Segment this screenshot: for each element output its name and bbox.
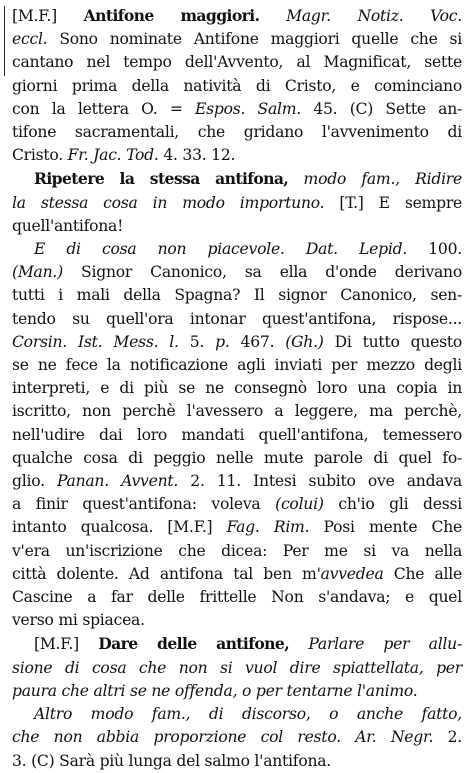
italic-text: sione di cosa che non si vuol dire spiattellata, per	[12, 658, 462, 677]
text-segment: 467.	[229, 332, 286, 351]
italic-text: (Gh.)	[285, 332, 324, 351]
text-line	[12, 632, 462, 656]
text-segment: ch'io gli dessi	[323, 495, 462, 514]
text-segment: 4. 33. 12.	[158, 146, 236, 165]
text-segment	[288, 170, 303, 188]
text-segment: qualche cosa di peggio nelle mute parole di quel fo-	[12, 448, 462, 467]
text-line	[12, 657, 462, 680]
text-segment: quell'antifona!	[12, 216, 124, 235]
dictionary-entry	[12, 632, 462, 703]
text-line	[12, 470, 462, 493]
text-segment: 45. (C) Sette an-	[301, 99, 463, 118]
margin-rule	[4, 6, 5, 76]
text-segment: intanto qualcosa. [M.F.]	[12, 518, 227, 537]
headword: Dare delle antifone,	[98, 634, 290, 654]
text-segment	[285, 240, 306, 258]
headword: Ripetere la stessa antifona,	[34, 169, 289, 189]
text-line	[12, 284, 462, 307]
text-line	[12, 609, 462, 632]
italic-text: avvedea	[320, 564, 384, 583]
italic-text: (Man.)	[12, 263, 63, 282]
text-line	[12, 377, 462, 400]
dictionary-entry	[12, 4, 462, 167]
italic-text: E di cosa non piacevole.	[34, 240, 285, 259]
dictionary-entry	[12, 167, 462, 238]
text-line	[12, 4, 462, 28]
text-line	[12, 726, 462, 749]
text-segment: verso mi spiacea.	[12, 611, 145, 630]
text-line	[12, 354, 462, 377]
text-line	[12, 516, 462, 539]
text-line	[12, 167, 462, 191]
dictionary-entry	[12, 238, 462, 632]
text-segment: 3. (C) Sarà più lunga del salmo l'antifona.	[12, 751, 332, 770]
text-segment	[289, 635, 308, 653]
text-segment: interpreti, e di più se ne consegnò loro una copia in	[12, 379, 462, 398]
italic-text: Panan. Avvent.	[56, 472, 179, 491]
text-segment: iscritto, non perchè l'avessero a leggere, ma perchè,	[12, 402, 462, 421]
text-segment: Cascine a far delle frittelle Non s'andava; e quel	[12, 588, 462, 607]
text-line	[12, 493, 462, 516]
text-segment: tutti i mali della Spagna? Il signor Canonico, sen-	[12, 286, 462, 305]
italic-text: la stessa cosa in modo importuno.	[12, 193, 325, 212]
italic-text: Altro modo fam., di discorso, o anche fatto,	[34, 705, 462, 724]
text-line	[12, 51, 462, 74]
text-segment: [T.] E sempre	[324, 193, 463, 212]
text-segment: con la lettera O. =	[12, 99, 195, 118]
italic-text: Parlare per allu-	[308, 635, 462, 654]
italic-text: Espos. Salm.	[194, 99, 301, 118]
text-segment: cantano nel tempo dell'Avvento, al Magnificat, sette	[12, 53, 462, 72]
text-segment: 2.	[433, 728, 462, 747]
text-line	[12, 261, 462, 284]
italic-text: Dat. Lepid.	[305, 240, 408, 259]
text-segment: Di tutto questo	[323, 332, 462, 351]
text-segment: 100.	[407, 240, 462, 259]
italic-text: Magr. Notiz. Voc.	[286, 7, 462, 25]
text-segment: Cristo.	[12, 146, 68, 165]
text-line	[12, 28, 462, 51]
italic-text: paura che altri se ne offenda, o per tentarne l'animo.	[12, 681, 418, 700]
text-line	[12, 215, 462, 238]
text-line	[12, 563, 462, 586]
text-line	[12, 447, 462, 470]
text-segment: Posi mente Che	[309, 518, 462, 537]
italic-text: Corsin. Ist. Mess. l.	[12, 332, 179, 351]
text-segment: tifone sacramentali, che gridano l'avvenimento di	[12, 123, 462, 142]
text-line	[12, 540, 462, 563]
text-line	[12, 424, 462, 447]
text-segment: [M.F.]	[34, 635, 99, 654]
italic-text: p.	[215, 332, 230, 351]
text-line	[12, 144, 462, 167]
text-line	[12, 703, 462, 726]
text-line	[12, 680, 462, 703]
text-segment: 2. 11. Intesi subito ove andava	[178, 472, 462, 491]
text-line	[12, 121, 462, 144]
text-segment: giorni prima della natività di Cristo, e cominciano	[12, 76, 462, 95]
text-line	[12, 98, 462, 121]
text-segment: 5.	[178, 332, 216, 351]
italic-text: eccl.	[12, 30, 48, 49]
text-segment: Che alle	[383, 564, 462, 583]
text-line	[12, 400, 462, 423]
text-segment: glio.	[12, 472, 57, 491]
text-segment: se ne fece la notificazione agli inviati per mezzo degli	[12, 356, 462, 375]
italic-text: (colui)	[275, 495, 324, 514]
text-line	[12, 308, 462, 331]
italic-text: Fag. Rim.	[226, 518, 310, 537]
text-segment: Signor Canonico, sa ella d'onde derivano	[62, 263, 462, 282]
text-segment: v'era un'iscrizione che dicea: Per me si va nella	[12, 541, 462, 560]
text-line	[12, 750, 462, 773]
text-segment: Sono nominate Antifone maggiori quelle che si	[47, 30, 462, 49]
text-line	[12, 75, 462, 98]
text-line	[12, 238, 462, 261]
text-segment	[259, 7, 286, 25]
text-line	[12, 331, 462, 354]
italic-text: modo fam., Ridire	[303, 170, 462, 189]
text-segment: [M.F.]	[12, 7, 84, 25]
text-segment: a finir quest'antifona: voleva	[12, 495, 276, 514]
text-segment: nell'udire dai loro mandati quell'antifona, temessero	[12, 425, 462, 444]
dictionary-text	[12, 4, 462, 773]
text-segment: città dolente. Ad antifona tal ben m'	[12, 564, 321, 583]
italic-text: Fr. Jac. Tod.	[67, 146, 159, 165]
dictionary-entry	[12, 703, 462, 773]
text-line	[12, 192, 462, 215]
headword: Antifone maggiori.	[83, 6, 260, 25]
text-segment: tendo su quell'ora intonar quest'antifona, rispose...	[12, 309, 462, 328]
text-line	[12, 586, 462, 609]
italic-text: che non abbia proporzione col resto. Ar. Negr.	[12, 728, 434, 747]
